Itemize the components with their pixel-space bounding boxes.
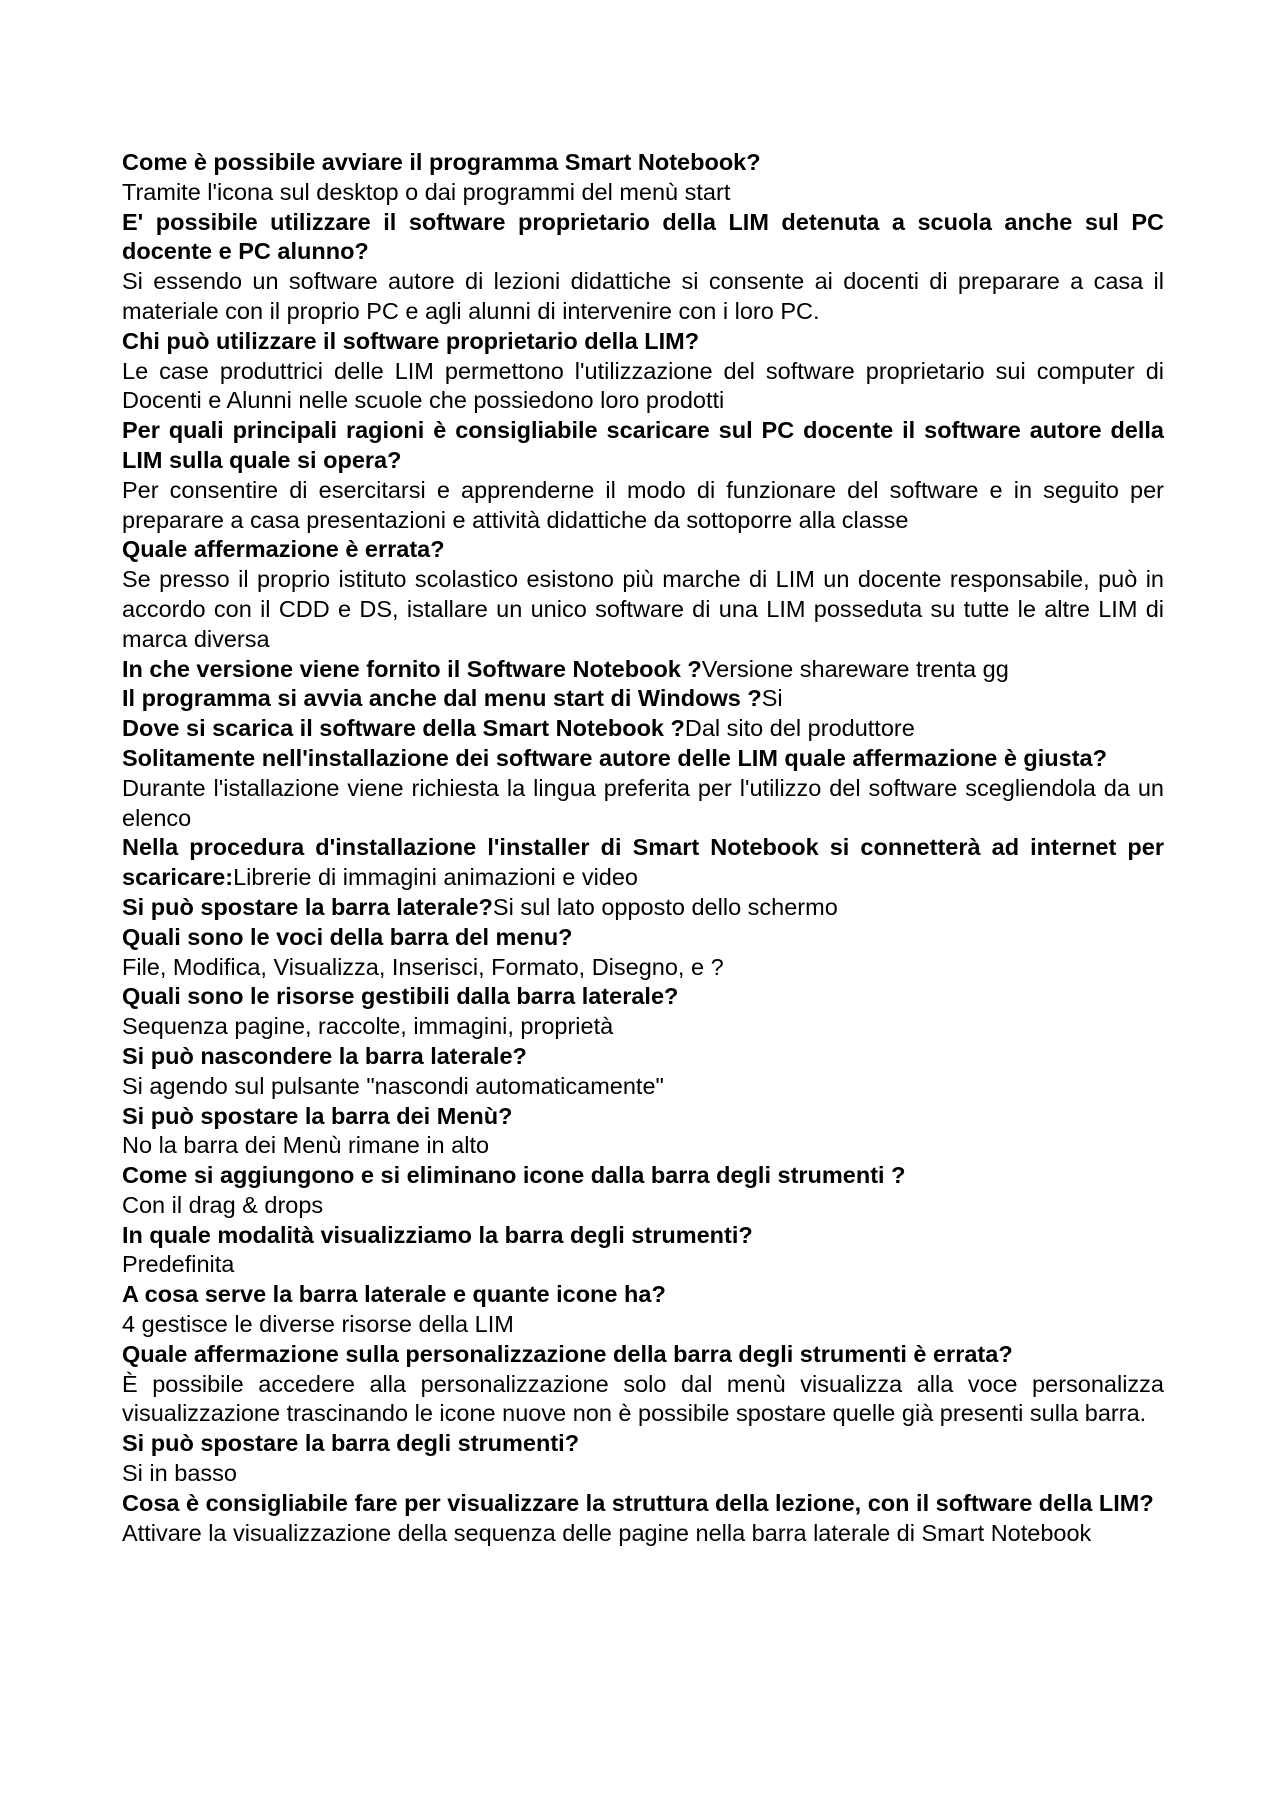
answer: Tramite l'icona sul desktop o dai programmi del menù start: [122, 178, 731, 205]
qa-item: [122, 208, 1164, 327]
qa-item: [122, 1429, 1164, 1489]
qa-item: [122, 982, 1164, 1042]
question: Quale affermazione è errata?: [122, 536, 445, 563]
answer: Si in basso: [122, 1460, 237, 1487]
qa-item: [122, 1280, 1164, 1340]
question: Solitamente nell'installazione dei software autore delle LIM quale affermazione è giusta?: [122, 744, 1107, 771]
question: Chi può utilizzare il software proprietario della LIM?: [122, 327, 700, 354]
question: Per quali principali ragioni è consigliabile scaricare sul PC docente il software autore della LIM sulla quale si opera?: [122, 417, 1164, 473]
qa-item: [122, 744, 1164, 833]
question: Si può spostare la barra degli strumenti?: [122, 1430, 580, 1457]
question: Si può spostare la barra dei Menù?: [122, 1102, 513, 1129]
question: Dove si scarica il software della Smart Notebook ?: [122, 715, 685, 742]
answer: È possibile accedere alla personalizzazione solo dal menù visualizza alla voce personalizza visualizzazione trascinando le icone nuove non è possibile spostare quelle già presenti sulla barra.: [122, 1370, 1164, 1427]
answer: Le case produttrici delle LIM permettono l'utilizzazione del software proprietario sui computer di Docenti e Alunni nelle scuole che possiedono loro prodotti: [122, 357, 1164, 414]
question: Nella procedura d'installazione l'installer di Smart Notebook si connetterà ad internet per scaricare:: [122, 834, 1164, 891]
qa-item-inline: [122, 893, 1164, 923]
answer: 4 gestisce le diverse risorse della LIM: [122, 1311, 514, 1338]
question: Il programma si avvia anche dal menu start di Windows ?: [122, 685, 762, 712]
answer: Per consentire di esercitarsi e apprenderne il modo di funzionare del software e in seguito per preparare a casa presentazioni e attività didattiche da sottoporre alla classe: [122, 476, 1164, 533]
qa-item: [122, 1221, 1164, 1281]
answer: Predefinita: [122, 1251, 235, 1278]
answer: Si: [761, 685, 783, 712]
answer: Sequenza pagine, raccolte, immagini, proprietà: [122, 1013, 614, 1040]
question: Si può spostare la barra laterale?: [122, 893, 493, 920]
answer: File, Modifica, Visualizza, Inserisci, Formato, Disegno, e ?: [122, 953, 724, 980]
qa-item: [122, 1340, 1164, 1429]
qa-item: [122, 148, 1164, 208]
answer: Versione shareware trenta gg: [701, 655, 1009, 682]
answer: No la barra dei Menù rimane in alto: [122, 1132, 490, 1159]
answer: Si essendo un software autore di lezioni didattiche si consente ai docenti di preparare a casa il materiale con il proprio PC e agli alunni di intervenire con i loro PC.: [122, 268, 1164, 324]
answer: Se presso il proprio istituto scolastico esistono più marche di LIM un docente responsabile, può in accordo con il CDD e DS, istallare un unico software di una LIM posseduta su tutte le altre LIM di marca diversa: [122, 566, 1164, 652]
qa-item-inline: [122, 684, 1164, 714]
answer: Durante l'istallazione viene richiesta la lingua preferita per l'utilizzo del software scegliendola da un elenco: [122, 774, 1164, 831]
answer: Attivare la visualizzazione della sequenza delle pagine nella barra laterale di Smart Notebook: [122, 1519, 1092, 1546]
question: Cosa è consigliabile fare per visualizzare la struttura della lezione, con il software della LIM?: [122, 1489, 1154, 1516]
answer: Con il drag & drops: [122, 1191, 324, 1218]
qa-item: [122, 1042, 1164, 1102]
qa-item: [122, 416, 1164, 535]
question: Come si aggiungono e si eliminano icone dalla barra degli strumenti ?: [122, 1162, 906, 1189]
question: Quale affermazione sulla personalizzazione della barra degli strumenti è errata?: [122, 1340, 1013, 1367]
question: Quali sono le voci della barra del menu?: [122, 923, 573, 950]
question: Si può nascondere la barra laterale?: [122, 1042, 527, 1069]
qa-item-inline: [122, 655, 1164, 685]
qa-item: [122, 535, 1164, 654]
qa-item: [122, 1161, 1164, 1221]
qa-item-inline: [122, 714, 1164, 744]
document-page: [122, 148, 1164, 1548]
question: E' possibile utilizzare il software proprietario della LIM detenuta a scuola anche sul PC docente e PC alunno?: [122, 208, 1164, 265]
qa-item: [122, 327, 1164, 416]
question: In che versione viene fornito il Software Notebook ?: [122, 655, 702, 682]
question: A cosa serve la barra laterale e quante icone ha?: [122, 1281, 666, 1308]
answer: Dal sito del produttore: [684, 715, 915, 742]
answer: Si agendo sul pulsante "nascondi automaticamente": [122, 1072, 664, 1099]
answer: Librerie di immagini animazioni e video: [233, 864, 638, 891]
answer: Si sul lato opposto dello schermo: [492, 893, 838, 920]
question: Come è possibile avviare il programma Smart Notebook?: [122, 149, 761, 175]
qa-item-inline: [122, 833, 1164, 893]
qa-item: [122, 1102, 1164, 1162]
qa-item: [122, 923, 1164, 983]
qa-item: [122, 1489, 1164, 1549]
question: In quale modalità visualizziamo la barra degli strumenti?: [122, 1221, 753, 1248]
question: Quali sono le risorse gestibili dalla barra laterale?: [122, 983, 679, 1010]
